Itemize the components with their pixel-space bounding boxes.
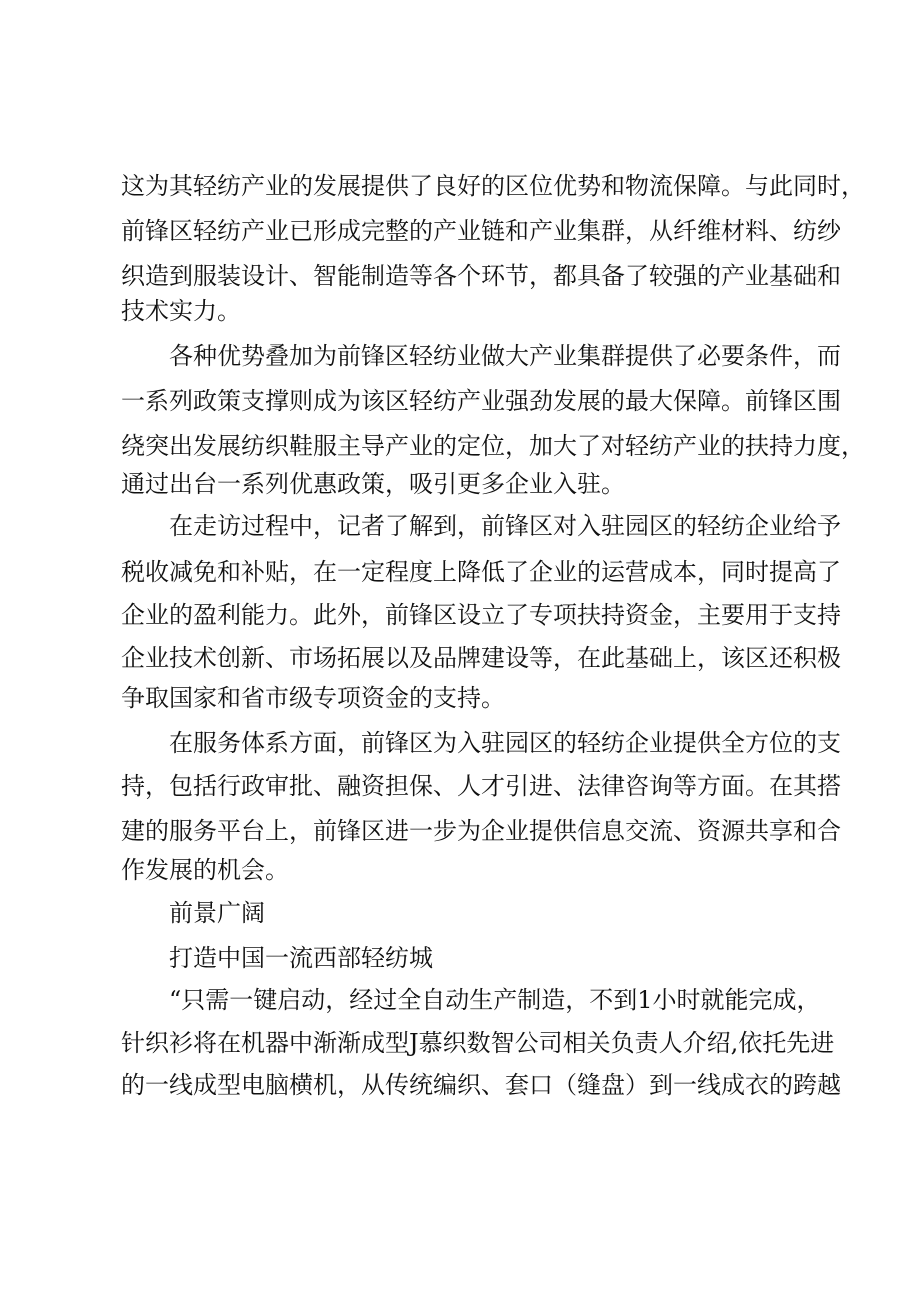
paragraph-line: “只需一键启动，经过全自动生产制造，不到1小时就能完成， [169, 986, 821, 1014]
paragraph-line: 技术实力。 [121, 297, 241, 325]
paragraph-line: 通过出台一系列优惠政策，吸引更多企业入驻。 [121, 470, 625, 498]
paragraph-line: 一系列政策支撑则成为该区轻纺产业强劲发展的最大保障。前锋区围 [121, 387, 841, 415]
paragraph-line: 作发展的机会。 [121, 856, 289, 884]
paragraph-line: 企业的盈利能力。此外，前锋区设立了专项扶持资金，主要用于支持 [121, 601, 841, 629]
paragraph-line: 织造到服装设计、智能制造等各个环节，都具备了较强的产业基础和 [121, 262, 841, 290]
paragraph-line: 持，包括行政审批、融资担保、人才引进、法律咨询等方面。在其搭 [121, 772, 841, 800]
paragraph-line: 前锋区轻纺产业已形成完整的产业链和产业集群，从纤维材料、纺纱 [121, 217, 841, 245]
paragraph-line: 在服务体系方面，前锋区为入驻园区的轻纺企业提供全方位的支 [169, 729, 841, 757]
paragraph-line: 这为其轻纺产业的发展提供了良好的区位优势和物流保障。与此同时， [121, 172, 865, 200]
paragraph-line: 针织衫将在机器中渐渐成型J慕织数智公司相关负责人介绍,依托先进 [121, 1029, 835, 1057]
section-subheading: 打造中国一流西部轻纺城 [169, 944, 433, 972]
paragraph-line: 企业技术创新、市场拓展以及品牌建设等，在此基础上，该区还积极 [121, 644, 841, 672]
paragraph-line: 税收减免和补贴，在一定程度上降低了企业的运营成本，同时提高了 [121, 558, 841, 586]
paragraph-line: 在走访过程中，记者了解到，前锋区对入驻园区的轻纺企业给予 [169, 512, 841, 540]
paragraph-line: 绕突出发展纺织鞋服主导产业的定位，加大了对轻纺产业的扶持力度， [121, 432, 865, 460]
paragraph-line: 的一线成型电脑横机，从传统编织、套口（缝盘）到一线成衣的跨越 [121, 1071, 841, 1099]
paragraph-line: 建的服务平台上，前锋区进一步为企业提供信息交流、资源共享和合 [121, 817, 841, 845]
paragraph-line: 各种优势叠加为前锋区轻纺业做大产业集群提供了必要条件，而 [169, 342, 841, 370]
section-heading: 前景广阔 [169, 899, 265, 927]
paragraph-line: 争取国家和省市级专项资金的支持。 [121, 684, 505, 712]
